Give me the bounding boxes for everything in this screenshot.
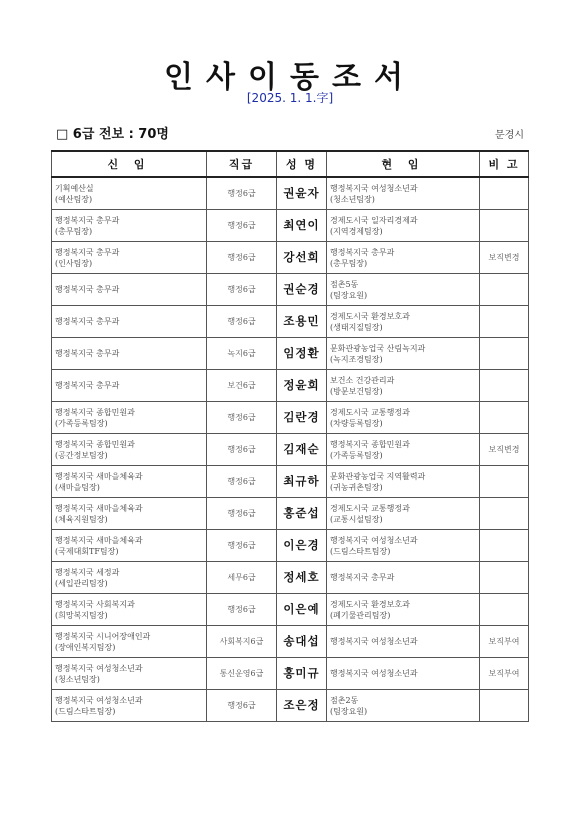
- current-position-team: (가족등록팀장): [330, 450, 383, 460]
- remarks-cell: [480, 306, 529, 338]
- new-position-cell: [52, 338, 207, 370]
- new-position-team: (인사팀장): [55, 258, 93, 268]
- current-position-dept: 경제도시국 환경보호과: [330, 311, 410, 321]
- new-position-cell: [52, 402, 207, 434]
- section-heading: □ 6급 전보 : 70명: [56, 127, 169, 142]
- current-position-cell: [327, 594, 480, 626]
- name-cell: 이은예: [277, 594, 327, 626]
- name-cell: 홍미규: [277, 658, 327, 690]
- new-position-team: (장애인복지팀장): [55, 642, 116, 652]
- name-cell: 권순경: [277, 274, 327, 306]
- col-header-grade: 직급: [207, 151, 277, 177]
- new-position-dept: 행정복지국 여성청소년과: [55, 695, 143, 705]
- table-row: [52, 690, 529, 722]
- new-position-cell: [52, 370, 207, 402]
- grade-cell: 행정6급: [207, 530, 277, 562]
- new-position-team: (희망복지팀장): [55, 610, 108, 620]
- effective-date: [2025. 1. 1.字]: [246, 91, 334, 105]
- new-position-dept: 행정복지국 시니어장애인과: [55, 631, 151, 641]
- remarks-cell: [480, 402, 529, 434]
- table-row: [52, 658, 529, 690]
- name-cell: 강선희: [277, 242, 327, 274]
- current-position-team: (폐기물관리팀장): [330, 610, 391, 620]
- remarks-cell: [480, 530, 529, 562]
- new-position-dept: 행정복지국 총무과: [55, 285, 120, 294]
- current-position-team: (녹지조경팀장): [330, 354, 383, 364]
- current-position-team: (팀장요원): [330, 706, 368, 716]
- new-position-cell: [52, 626, 207, 658]
- current-position-team: (팀장요원): [330, 290, 368, 300]
- grade-cell: 행정6급: [207, 690, 277, 722]
- current-position-dept: 행정복지국 종합민원과: [330, 439, 410, 449]
- current-position-dept: 행정복지국 여성청소년과: [330, 637, 418, 646]
- name-cell: 최규하: [277, 466, 327, 498]
- new-position-dept: 행정복지국 총무과: [55, 381, 120, 390]
- grade-cell: 행정6급: [207, 177, 277, 210]
- grade-cell: 녹지6급: [207, 338, 277, 370]
- new-position-cell: [52, 594, 207, 626]
- grade-cell: 행정6급: [207, 402, 277, 434]
- current-position-cell: [327, 434, 480, 466]
- col-header-current-position: 현 임: [327, 151, 480, 177]
- grade-cell: 세무6급: [207, 562, 277, 594]
- current-position-dept: 행정복지국 총무과: [330, 247, 395, 257]
- grade-cell: 행정6급: [207, 242, 277, 274]
- current-position-dept: 경제도시국 교통행정과: [330, 503, 410, 513]
- name-cell: 이은경: [277, 530, 327, 562]
- table-row: [52, 626, 529, 658]
- document-title: 인사이동조서: [164, 60, 416, 95]
- current-position-cell: [327, 338, 480, 370]
- remarks-cell: [480, 177, 529, 210]
- current-position-dept: 경제도시국 일자리경제과: [330, 215, 418, 225]
- current-position-cell: [327, 690, 480, 722]
- new-position-dept: 행정복지국 새마을체육과: [55, 535, 143, 545]
- name-cell: 정윤희: [277, 370, 327, 402]
- current-position-team: (청소년팀장): [330, 194, 375, 204]
- table-row: [52, 402, 529, 434]
- grade-cell: 행정6급: [207, 434, 277, 466]
- table-body: [52, 177, 529, 722]
- current-position-dept: 경제도시국 교통행정과: [330, 407, 410, 417]
- table-row: [52, 242, 529, 274]
- table-row: [52, 210, 529, 242]
- remarks-cell: 보직변경: [480, 242, 529, 274]
- col-header-name: 성 명: [277, 151, 327, 177]
- grade-cell: 행정6급: [207, 498, 277, 530]
- current-position-dept: 점촌5동: [330, 279, 359, 289]
- new-position-cell: [52, 434, 207, 466]
- current-position-team: (차량등록팀장): [330, 418, 383, 428]
- grade-cell: 행정6급: [207, 210, 277, 242]
- current-position-team: (지역경제팀장): [330, 226, 383, 236]
- new-position-dept: 행정복지국 총무과: [55, 215, 120, 225]
- new-position-dept: 행정복지국 총무과: [55, 349, 120, 358]
- new-position-team: (드림스타트팀장): [55, 706, 116, 716]
- new-position-cell: [52, 658, 207, 690]
- current-position-dept: 행정복지국 여성청소년과: [330, 535, 418, 545]
- organization-name: 문경시: [495, 130, 524, 141]
- current-position-cell: [327, 562, 480, 594]
- new-position-team: (새마을팀장): [55, 482, 100, 492]
- new-position-cell: [52, 177, 207, 210]
- current-position-cell: [327, 210, 480, 242]
- current-position-dept: 경제도시국 환경보호과: [330, 599, 410, 609]
- name-cell: 김란경: [277, 402, 327, 434]
- current-position-team: (교통시설팀장): [330, 514, 383, 524]
- col-header-remarks: 비 고: [480, 151, 529, 177]
- grade-cell: 행정6급: [207, 274, 277, 306]
- table-row: [52, 306, 529, 338]
- new-position-dept: 행정복지국 세정과: [55, 567, 120, 577]
- current-position-dept: 문화관광농업국 산림녹지과: [330, 343, 426, 353]
- table-header-row: [52, 151, 529, 177]
- remarks-cell: [480, 466, 529, 498]
- remarks-cell: 보직부여: [480, 658, 529, 690]
- name-cell: 임정환: [277, 338, 327, 370]
- table-row: [52, 594, 529, 626]
- table-row: [52, 370, 529, 402]
- current-position-cell: [327, 177, 480, 210]
- current-position-cell: [327, 626, 480, 658]
- current-position-cell: [327, 370, 480, 402]
- current-position-team: (드림스타트팀장): [330, 546, 391, 556]
- remarks-cell: 보직변경: [480, 434, 529, 466]
- grade-cell: 행정6급: [207, 306, 277, 338]
- new-position-dept: 행정복지국 총무과: [55, 247, 120, 257]
- new-position-dept: 행정복지국 총무과: [55, 317, 120, 326]
- new-position-dept: 행정복지국 새마을체육과: [55, 471, 143, 481]
- remarks-cell: [480, 210, 529, 242]
- current-position-dept: 행정복지국 여성청소년과: [330, 669, 418, 678]
- current-position-cell: [327, 242, 480, 274]
- new-position-dept: 행정복지국 사회복지과: [55, 599, 135, 609]
- new-position-dept: 행정복지국 종합민원과: [55, 407, 135, 417]
- current-position-cell: [327, 658, 480, 690]
- name-cell: 김재순: [277, 434, 327, 466]
- grade-cell: 사회복지6급: [207, 626, 277, 658]
- remarks-cell: [480, 274, 529, 306]
- current-position-cell: [327, 306, 480, 338]
- current-position-cell: [327, 530, 480, 562]
- current-position-dept: 행정복지국 여성청소년과: [330, 183, 418, 193]
- new-position-cell: [52, 530, 207, 562]
- new-position-dept: 행정복지국 새마을체육과: [55, 503, 143, 513]
- personnel-table: [51, 150, 529, 722]
- name-cell: 송대섭: [277, 626, 327, 658]
- new-position-team: (공간정보팀장): [55, 450, 108, 460]
- new-position-team: (청소년팀장): [55, 674, 100, 684]
- current-position-cell: [327, 274, 480, 306]
- current-position-cell: [327, 466, 480, 498]
- table-row: [52, 338, 529, 370]
- new-position-cell: [52, 466, 207, 498]
- table-row: [52, 434, 529, 466]
- new-position-cell: [52, 210, 207, 242]
- current-position-dept: 점촌2동: [330, 695, 359, 705]
- remarks-cell: 보직부여: [480, 626, 529, 658]
- new-position-team: (예산팀장): [55, 194, 93, 204]
- new-position-cell: [52, 690, 207, 722]
- current-position-cell: [327, 402, 480, 434]
- new-position-dept: 행정복지국 여성청소년과: [55, 663, 143, 673]
- new-position-cell: [52, 306, 207, 338]
- current-position-dept: 문화관광농업국 지역활력과: [330, 471, 426, 481]
- new-position-dept: 기획예산실: [55, 183, 94, 193]
- current-position-team: (방문보건팀장): [330, 386, 383, 396]
- name-cell: 정세호: [277, 562, 327, 594]
- table-row: [52, 177, 529, 210]
- new-position-cell: [52, 498, 207, 530]
- current-position-team: (생태지질팀장): [330, 322, 383, 332]
- new-position-cell: [52, 274, 207, 306]
- new-position-cell: [52, 242, 207, 274]
- grade-cell: 행정6급: [207, 466, 277, 498]
- table-row: [52, 498, 529, 530]
- table-row: [52, 466, 529, 498]
- table-row: [52, 274, 529, 306]
- grade-cell: 행정6급: [207, 594, 277, 626]
- name-cell: 권윤자: [277, 177, 327, 210]
- remarks-cell: [480, 562, 529, 594]
- table-row: [52, 530, 529, 562]
- name-cell: 조용민: [277, 306, 327, 338]
- new-position-team: (총무팀장): [55, 226, 93, 236]
- remarks-cell: [480, 338, 529, 370]
- name-cell: 홍준섭: [277, 498, 327, 530]
- current-position-team: (총무팀장): [330, 258, 368, 268]
- remarks-cell: [480, 370, 529, 402]
- new-position-team: (가족등록팀장): [55, 418, 108, 428]
- remarks-cell: [480, 690, 529, 722]
- new-position-dept: 행정복지국 종합민원과: [55, 439, 135, 449]
- grade-cell: 보건6급: [207, 370, 277, 402]
- new-position-team: (세입관리팀장): [55, 578, 108, 588]
- name-cell: 조은정: [277, 690, 327, 722]
- current-position-dept: 행정복지국 총무과: [330, 573, 395, 582]
- table-row: [52, 562, 529, 594]
- current-position-cell: [327, 498, 480, 530]
- col-header-new-position: 신 임: [52, 151, 207, 177]
- grade-cell: 통신운영6급: [207, 658, 277, 690]
- current-position-team: (귀농귀촌팀장): [330, 482, 383, 492]
- new-position-cell: [52, 562, 207, 594]
- current-position-dept: 보건소 건강관리과: [330, 375, 395, 385]
- remarks-cell: [480, 498, 529, 530]
- new-position-team: (체육지원팀장): [55, 514, 108, 524]
- name-cell: 최연이: [277, 210, 327, 242]
- new-position-team: (국제대회TF팀장): [55, 546, 119, 556]
- remarks-cell: [480, 594, 529, 626]
